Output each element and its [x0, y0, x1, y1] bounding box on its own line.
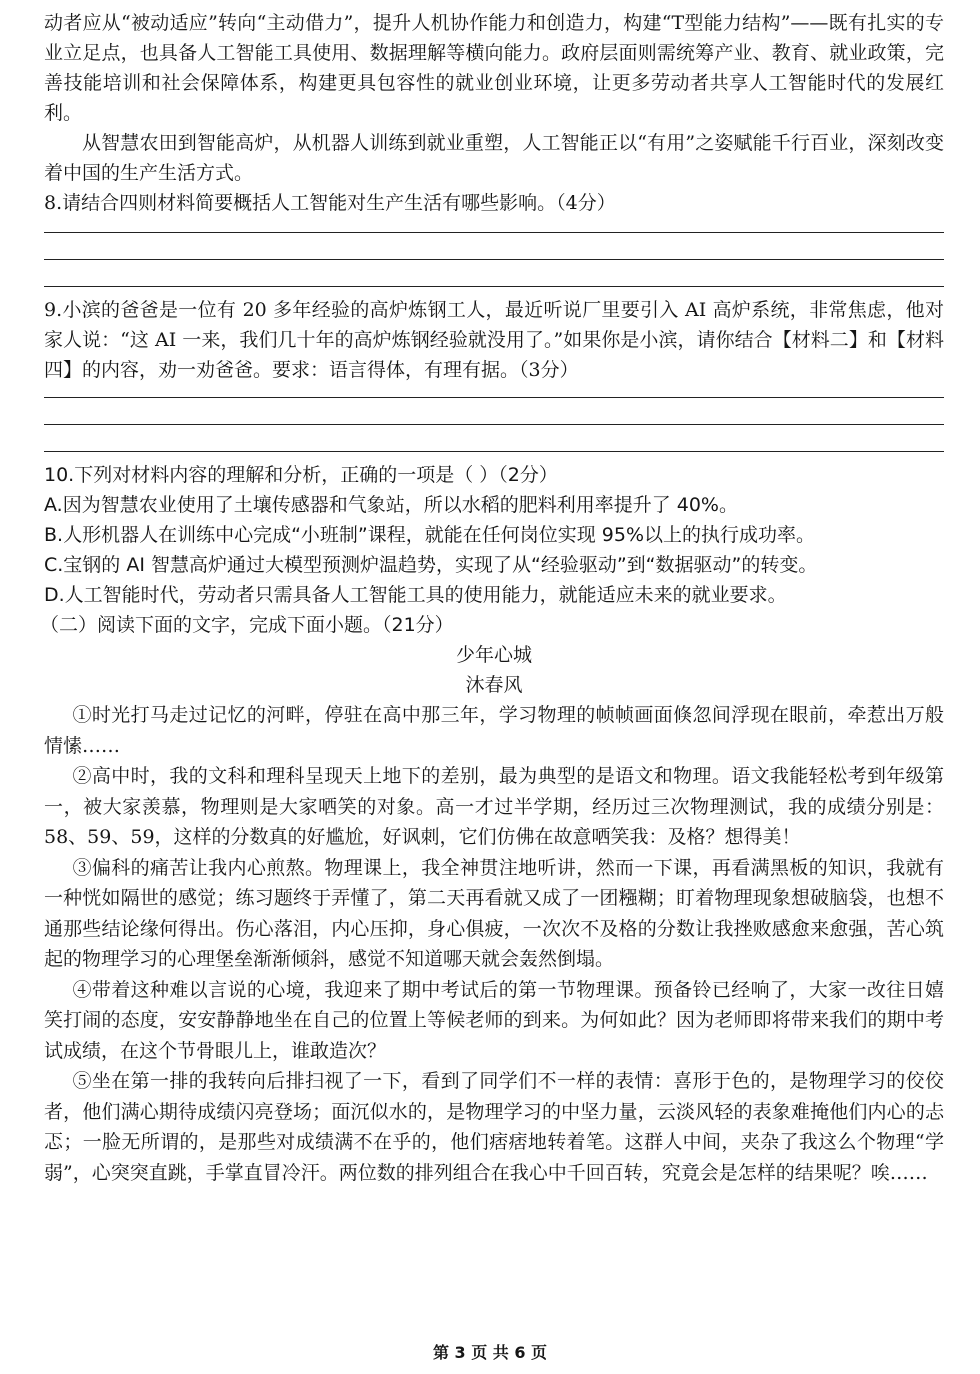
answer-lines-q8 [44, 232, 944, 287]
story-paragraph: ①时光打马走过记忆的河畔，停驻在高中那三年，学习物理的帧帧画面倏忽间浮现在眼前，牵惹出万般情愫…… [44, 704, 944, 757]
story-paragraph: ③偏科的痛苦让我内心煎熬。物理课上，我全神贯注地听讲，然而一下课，再看满黑板的知识，我就有一种恍如隔世的感觉；练习题终于弄懂了，第二天再看就又成了一团糨糊；盯着物理现象想破脑袋，也想不通那些结论缘何得出。伤心落泪，内心压抑，身心俱疲，一次次不及格的分数让我挫败感愈来愈强，苦心筑起的物理学习的心理堡垒渐渐倾斜，感觉不知道哪天就会轰然倒塌。 [44, 856, 944, 970]
answer-line [44, 451, 944, 452]
question-9: 9.小滨的爸爸是一位有 20 多年经验的高炉炼钢工人，最近听说厂里要引入 AI 高炉系统，非常焦虑，他对家人说：“这 AI 一来，我们几十年的高炉炼钢经验就没用了。”如果你是小滨，请你结合【材料二】和【材料四】的内容，劝一劝爸爸。要求：语言得体，有理有据。（3分） [44, 299, 944, 381]
option-c: C.宝钢的 AI 智慧高炉通过大模型预测炉温趋势，实现了从“经验驱动”到“数据驱动”的转变。 [44, 554, 818, 576]
story-paragraph: ⑤坐在第一排的我转向后排扫视了一下，看到了同学们不一样的表情：喜形于色的，是物理学习的佼佼者，他们满心期待成绩闪亮登场；面沉似水的，是物理学习的中坚力量，云淡风轻的表象难掩他们内心的忐忑；一脸无所谓的，是那些对成绩满不在乎的，他们痞痞地转着笔。这群人中间，夹杂了我这么个物理“学弱”，心突突直跳，手掌直冒冷汗。两位数的排列组合在我心中千回百转，究竟会是怎样的结果呢？唉…… [44, 1070, 944, 1184]
story-author: 沐春风 [465, 674, 523, 696]
answer-line [44, 286, 944, 287]
reading-paragraph: 从智慧农田到智能高炉，从机器人训练到就业重塑，人工智能正以“有用”之姿赋能千行百业，深刻改变着中国的生产生活方式。 [44, 132, 944, 184]
question-10-stem-before: 10.下列对材料内容的理解和分析， [44, 464, 341, 486]
option-a: A.因为智慧农业使用了土壤传感器和气象站，所以水稻的肥料利用率提升了 40%。 [44, 494, 738, 516]
question-10-stem [44, 460, 944, 490]
question-8: 8.请结合四则材料简要概括人工智能对生产生活有哪些影响。（4分） [44, 192, 616, 214]
answer-line [44, 424, 944, 425]
reading-paragraph: 动者应从“被动适应”转向“主动借力”，提升人机协作能力和创造力，构建“T型能力结构”——既有扎实的专业立足点，也具备人工智能工具使用、数据理解等横向能力。政府层面则需统筹产业、教育、就业政策，完善技能培训和社会保障体系，构建更具包容性的就业创业环境，让更多劳动者共享人工智能时代的发展红利。 [44, 12, 944, 124]
answer-lines-q9 [44, 397, 944, 452]
story-paragraph: ②高中时，我的文科和理科呈现天上地下的差别，最为典型的是语文和物理。语文我能轻松考到年级第一，被大家羡慕，物理则是大家哂笑的对象。高一才过半学期，经历过三次物理测试，我的成绩分别是：58、59、59，这样的分数真的好尴尬，好讽刺，它们仿佛在故意哂笑我：及格？想得美！ [44, 765, 944, 848]
section-heading: （二）阅读下面的文字，完成下面小题。（21分） [40, 614, 454, 636]
story-paragraph: ④带着这种难以言说的心境，我迎来了期中考试后的第一节物理课。预备铃已经响了，大家一改往日嬉笑打闹的态度，安安静静地坐在自己的位置上等候老师的到来。为何如此？因为老师即将带来我们的期中考试成绩，在这个节骨眼儿上，谁敢造次？ [44, 978, 944, 1062]
answer-line [44, 232, 944, 233]
story-title: 少年心城 [455, 644, 532, 666]
answer-line [44, 397, 944, 398]
answer-line [44, 259, 944, 260]
question-10-emphasis: 正确 [340, 464, 379, 486]
page-number: 第 3 页 共 6 页 [432, 1343, 548, 1362]
option-d: D.人工智能时代，劳动者只需具备人工智能工具的使用能力，就能适应未来的就业要求。 [44, 584, 787, 606]
option-b: B.人形机器人在训练中心完成“小班制”课程，就能在任何岗位实现 95%以上的执行成功率。 [44, 524, 816, 546]
question-10-stem-after: 的一项是（ ）（2分） [378, 464, 558, 486]
